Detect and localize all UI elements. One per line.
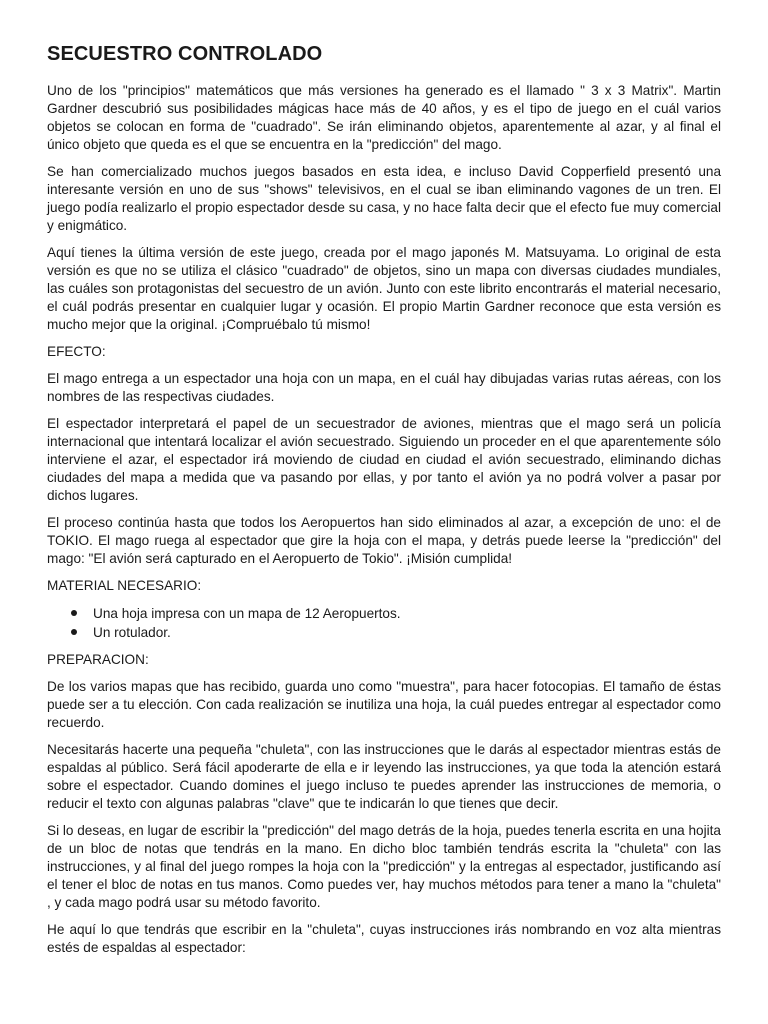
heading-colon: : <box>101 344 106 359</box>
preparacion-paragraph-1: De los varios mapas que has recibido, guarda uno como "muestra", para hacer fotocopias. El tamaño de éstas puede ser a tu elección. Con cada realización se inutiliza una hoja, la cuál puedes entregar al espectador como recuerdo. <box>47 679 721 730</box>
intro-paragraph-2: Se han comercializado muchos juegos basados en esta idea, e incluso David Copperfield presentó una interesante versión en uno de sus "shows" televisivos, en el cual se iban eliminando vagones de un tren. El juego podía realizarlo el propio espectador desde su casa, y no hace falta decir que el efecto fue muy comercial y enigmático. <box>47 164 721 233</box>
list-item <box>93 604 721 623</box>
preparacion-paragraph-2: Necesitarás hacerte una pequeña "chuleta", con las instrucciones que le darás al espectador mientras estás de espaldas al público. Será fácil apoderarte de ella e ir leyendo las instrucciones, ya que toda la atención estará sobre el espectador. Cuando domines el juego incluso te puedes aprender las instrucciones de memoria, o reducir el texto con algunas palabras "clave" que te indicarán lo que tienes que decir. <box>47 742 721 811</box>
section-heading-efecto <box>47 343 721 361</box>
document-title: SECUESTRO CONTROLADO <box>47 43 323 65</box>
section-heading-material <box>47 577 721 595</box>
bullet-icon <box>71 610 77 616</box>
efecto-paragraph-3: El proceso continúa hasta que todos los Aeropuertos han sido eliminados al azar, a excepción de uno: el de TOKIO. El mago ruega al espectador que gire la hoja con el mapa, y detrás puede leerse la "predicción" del mago: "El avión será capturado en el Aeropuerto de Tokio". ¡Misión cumplida! <box>47 515 721 566</box>
section-heading-material-text: MATERIAL NECESARIO <box>47 578 198 593</box>
preparacion-paragraph-3: Si lo deseas, en lugar de escribir la "predicción" del mago detrás de la hoja, puedes tenerla escrita en una hojita de un bloc de notas que tendrás en la mano. En dicho bloc también tendrás escrita la "chuleta" con las instrucciones, y al final del juego rompes la hoja con la "predicción" y la entregas al espectador, justificando así el tener el bloc de notas en tus manos. Como puedes ver, hay muchos métodos para tener a mano la "chuleta" , y cada mago podrá usar su método favorito. <box>47 823 721 910</box>
intro-paragraph-1: Uno de los "principios" matemáticos que más versiones ha generado es el llamado " 3 x 3 Matrix". Martin Gardner descubrió sus posibilidades mágicas hace más de 40 años, y es el tipo de juego en el cuál varios objetos se colocan en forma de "cuadrado". Se irán eliminando objetos, aparentemente al azar, y al final el único objeto que queda es el que se encuentra en la "predicción" del mago. <box>47 83 721 152</box>
list-item-text: Un rotulador. <box>93 625 171 640</box>
material-list <box>47 604 721 642</box>
list-item-text: Una hoja impresa con un mapa de 12 Aeropuertos. <box>93 606 401 621</box>
heading-colon: : <box>197 578 202 593</box>
bullet-icon <box>71 629 77 635</box>
preparacion-paragraph-4: He aquí lo que tendrás que escribir en la "chuleta", cuyas instrucciones irás nombrando en voz alta mientras estés de espaldas al espectador: <box>47 922 721 955</box>
section-heading-efecto-text: EFECTO <box>47 344 102 359</box>
intro-paragraph-3: Aquí tienes la última versión de este juego, creada por el mago japonés M. Matsuyama. Lo original de esta versión es que no se utiliza el clásico "cuadrado" de objetos, sino un mapa con diversas ciudades mundiales, las cuáles son protagonistas del secuestro de un avión. Junto con este librito encontrarás el material necesario, el cuál podrás presentar en cualquier lugar y ocasión. El propio Martin Gardner reconoce que esta versión es mucho mejor que la original. ¡Compruébalo tú mismo! <box>47 245 721 332</box>
list-item <box>93 623 721 642</box>
section-heading-preparacion <box>47 651 721 669</box>
section-heading-preparacion-text: PREPARACION <box>47 652 145 667</box>
efecto-paragraph-1: El mago entrega a un espectador una hoja con un mapa, en el cuál hay dibujadas varias rutas aéreas, con los nombres de las respectivas ciudades. <box>47 371 721 404</box>
heading-colon: : <box>144 652 149 667</box>
efecto-paragraph-2: El espectador interpretará el papel de un secuestrador de aviones, mientras que el mago será un policía internacional que intentará localizar el avión secuestrado. Siguiendo un proceder en el que aparentemente sólo interviene el azar, el espectador irá moviendo de ciudad en ciudad el avión secuestrado, eliminando dichas ciudades del mapa a medida que va pasando por ellas, y por tanto el avión ya no podrá volver a pasar por dichos lugares. <box>47 416 721 503</box>
